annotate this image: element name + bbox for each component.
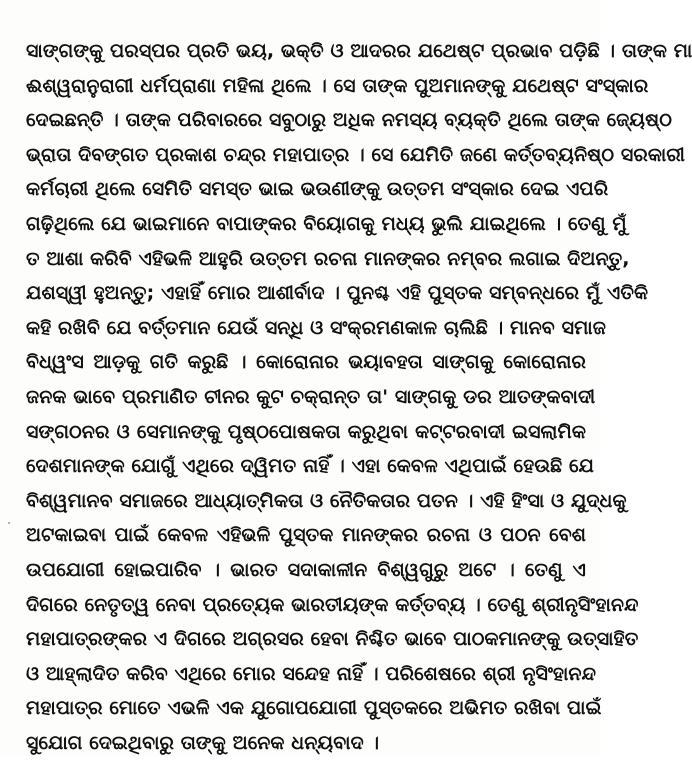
text-line: ଜନକ ଭାବେ ପ୍ରମାଣିତ ଚୀନର କୁଟ ଚକ୍ରାନ୍ତ ତା' ସାଙ୍ଗକୁ ଡର ଆତଙ୍କବାଦୀ	[26, 385, 596, 408]
text-line: ଦିଗରେ ନେତୃତ୍ୱ ନେବା ପ୍ରତ୍ୟେକ ଭାରତୀୟଙ୍କ କର୍ତ୍ତବ୍ୟ । ତେଣୁ ଶ୍ରୀନୃସିଂହାନନ୍ଦ	[26, 593, 639, 616]
text-line: ଉପଯୋଗୀ ହୋଇପାରିବ । ଭାରତ ସଦାକାଳୀନ ବିଶ୍ୱଗୁରୁ ଅଟେ । ତେଣୁ ଏ	[26, 558, 586, 581]
text-line: ଗଢ଼ିଥିଲେ ଯେ ଭାଇମାନେ ବାପାଙ୍କର ବିୟୋଗକୁ ମଧ୍ୟ ଭୁଲି ଯାଇଥିଲେ । ତେଣୁ ମୁଁ	[26, 212, 627, 235]
text-line: କହି ରଖିବି ଯେ ବର୍ତ୍ତମାନ ଯେଉଁ ସନ୍ଧି ଓ ସଂକ୍ରମଣକାଳ ଚାଲିଛି । ମାନବ ସମାଜ	[26, 316, 606, 339]
text-line-final: ସୁଯୋଗ ଦେଇଥିବାରୁ ତାଙ୍କୁ ଅନେକ ଧନ୍ୟବାଦ ।	[26, 731, 380, 754]
text-line: ତ ଆଶା କରିବି ଏହିଭଳି ଆହୁରି ଉତ୍ତମ ରଚନା ମାନଙ୍କର ନମ୍ବର ଲଗାଇ ଦିଅନ୍ତୁ,	[26, 247, 630, 270]
text-line: ସାଙ୍ଗଙ୍କୁ ପରସ୍ପର ପ୍ରତି ଭୟ, ଭକ୍ତି ଓ ଆଦରର ଯଥେଷ୍ଟ ପ୍ରଭାବ ପଡ଼ିଛି । ତାଙ୍କ ମା	[26, 40, 692, 62]
text-line: ଈଶ୍ୱରାନୁରାଗୀ ଧର୍ମପ୍ରାଣା ମହିଳା ଥିଲେ । ସେ ତାଙ୍କ ପୁଅମାନଙ୍କୁ ଯଥେଷ୍ଟ ସଂସ୍କାର	[26, 74, 649, 97]
text-line: ଭ୍ରାତା ଦିବଙ୍ଗତ ପ୍ରକାଶ ଚନ୍ଦ୍ର ମହାପାତ୍ର । ସେ ଯେମିତି ଜଣେ କର୍ତ୍ତବ୍ୟନିଷ୍ଠ ସରକାରୀ	[26, 143, 685, 166]
text-line: ଓ ଆହ୍ଲାଦିତ କରିବ ଏଥିରେ ମୋର ସନ୍ଦେହ ନାହିଁ । ପରିଶେଷରେ ଶ୍ରୀ ନୃସିଂହାନନ୍ଦ	[26, 662, 597, 685]
text-line: ଯଶସ୍ୱୀ ହୁଅନ୍ତୁ; ଏହାହିଁ ମୋର ଆଶୀର୍ବାଦ । ପୁନଶ୍ଚ ଏହି ପୁସ୍ତକ ସମ୍ବନ୍ଧରେ ମୁଁ ଏତିକି	[26, 282, 649, 305]
text-line: ମହାପାତ୍ରଙ୍କର ଏ ଦିଗରେ ଅଗ୍ରସର ହେବା ନିଶ୍ଚିତ ଭାବେ ପାଠକମାନଙ୍କୁ ଉତ୍ସାହିତ	[26, 628, 639, 651]
text-line: ମହାପାତ୍ର ମୋତେ ଏଭଳି ଏକ ଯୁଗୋପଯୋଗୀ ପୁସ୍ତକରେ ଅଭିମତ ରଖିବା ପାଇଁ	[26, 697, 602, 720]
body-paragraph	[26, 34, 692, 760]
text-line: ବିଶ୍ୱମାନବ ସମାଜରେ ଆଧ୍ୟାତ୍ମିକତା ଓ ନୈତିକତାର ପତନ । ଏହି ହିଂସା ଓ ଯୁଦ୍ଧକୁ	[26, 489, 627, 512]
text-line: ଦେଶମାନଙ୍କ ଯୋଗୁଁ ଏଥିରେ ଦ୍ୱିମତ ନାହିଁ । ଏହା କେବଳ ଏଥିପାଇଁ ହେଉଛି ଯେ	[26, 455, 595, 478]
text-line: ଅଟକାଇବା ପାଇଁ କେବଳ ଏହିଭଳି ପୁସ୍ତକ ମାନଙ୍କର ରଚନା ଓ ପଠନ ବେଶ	[26, 524, 586, 547]
scan-speck	[8, 522, 10, 524]
text-line: ଦେଇଛନ୍ତି । ତାଙ୍କ ପରିବାରରେ ସବୁଠାରୁ ଅଧିକ ନମସ୍ୟ ବ୍ୟକ୍ତି ଥିଲେ ତାଙ୍କ ଜ୍ୟେଷ୍ଠ	[26, 109, 672, 132]
text-line: କର୍ମଚାରୀ ଥିଲେ ସେମିତି ସମସ୍ତ ଭାଇ ଭଉଣୀଙ୍କୁ ଉତ୍ତମ ସଂସ୍କାର ଦେଇ ଏପରି	[26, 178, 609, 201]
text-line: ସଙ୍ଗଠନର ଓ ସେମାନଙ୍କୁ ପୃଷ୍ଠପୋଷକତା କରୁଥିବା କଟ୍ଟରବାଦୀ ଇସଲାମିକ	[26, 420, 586, 443]
text-line: ବିଧ୍ୱଂସ ଆଡ଼କୁ ଗତି କରୁଛି । କୋରୋନାର ଭୟାବହତା ସାଙ୍ଗକୁ କୋରୋନାର	[26, 351, 586, 374]
